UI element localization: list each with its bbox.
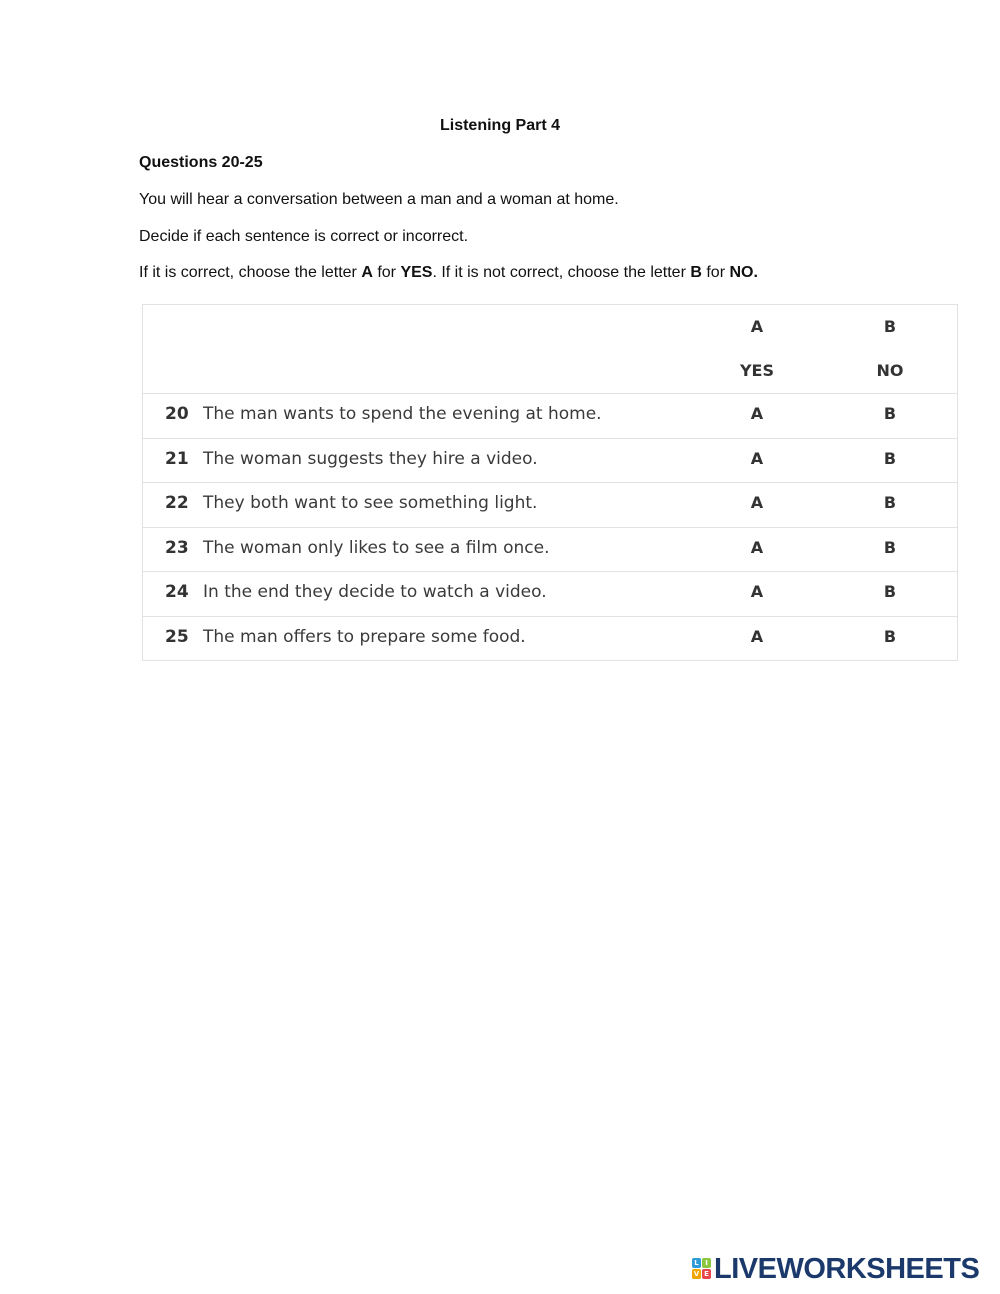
questions-heading: Questions 20-25: [139, 154, 263, 171]
answer-option-a[interactable]: A: [750, 626, 764, 646]
answer-option-a[interactable]: A: [750, 404, 764, 423]
header-col-b-word: NO: [876, 361, 904, 380]
table-row: [143, 617, 957, 661]
answer-option-a[interactable]: A: [750, 537, 764, 557]
answer-option-b[interactable]: B: [883, 537, 897, 557]
instruction-part-2: for: [372, 264, 401, 281]
instruction-no: NO.: [729, 264, 758, 281]
liveworksheets-logo: [692, 1254, 979, 1284]
answer-option-b[interactable]: B: [883, 493, 897, 512]
question-number: 25: [165, 626, 189, 647]
answer-option-b[interactable]: B: [883, 626, 897, 646]
table-header: [143, 305, 957, 394]
instruction-letter-b: B: [690, 264, 702, 281]
header-col-b-letter: B: [883, 317, 897, 336]
question-statement: The man offers to prepare some food.: [203, 626, 526, 647]
question-statement: The man wants to spend the evening at home.: [203, 404, 602, 424]
header-col-a-word: YES: [739, 361, 775, 380]
answer-option-a[interactable]: A: [750, 582, 764, 601]
table-row: [143, 394, 957, 439]
page-title: Listening Part 4: [439, 117, 561, 134]
instruction-part-3: . If it is not correct, choose the letter: [432, 264, 691, 281]
answer-option-a[interactable]: A: [750, 493, 764, 512]
instruction-part-4: for: [701, 264, 730, 281]
instruction-yes: YES: [400, 264, 433, 281]
answer-option-b[interactable]: B: [883, 404, 897, 423]
question-number: 24: [165, 582, 189, 602]
logo-text: LIVEWORKSHEETS: [714, 1252, 980, 1285]
table-row: [143, 572, 957, 617]
header-col-a-letter: A: [750, 317, 764, 336]
intro-text: You will hear a conversation between a man and a woman at home.: [139, 191, 619, 208]
table-row: [143, 439, 957, 484]
question-statement: In the end they decide to watch a video.: [203, 582, 547, 602]
table-row: [143, 483, 957, 528]
instruction-text: [139, 264, 758, 282]
table-row: [143, 528, 957, 573]
question-statement: The woman suggests they hire a video.: [203, 448, 538, 469]
question-number: 23: [165, 537, 189, 558]
decide-text: Decide if each sentence is correct or incorrect.: [139, 228, 469, 245]
instruction-part-1: If it is correct, choose the letter: [139, 264, 362, 281]
question-number: 20: [165, 404, 189, 424]
question-statement: The woman only likes to see a film once.: [203, 537, 550, 558]
instruction-letter-a: A: [361, 264, 373, 281]
answer-option-a[interactable]: A: [750, 448, 764, 468]
liveworksheets-logo-icon: L I V E: [692, 1258, 712, 1280]
question-statement: They both want to see something light.: [203, 493, 538, 513]
questions-table: [142, 304, 958, 661]
question-number: 21: [165, 448, 189, 469]
answer-option-b[interactable]: B: [883, 582, 897, 601]
answer-option-b[interactable]: B: [883, 448, 897, 468]
question-number: 22: [165, 493, 189, 513]
